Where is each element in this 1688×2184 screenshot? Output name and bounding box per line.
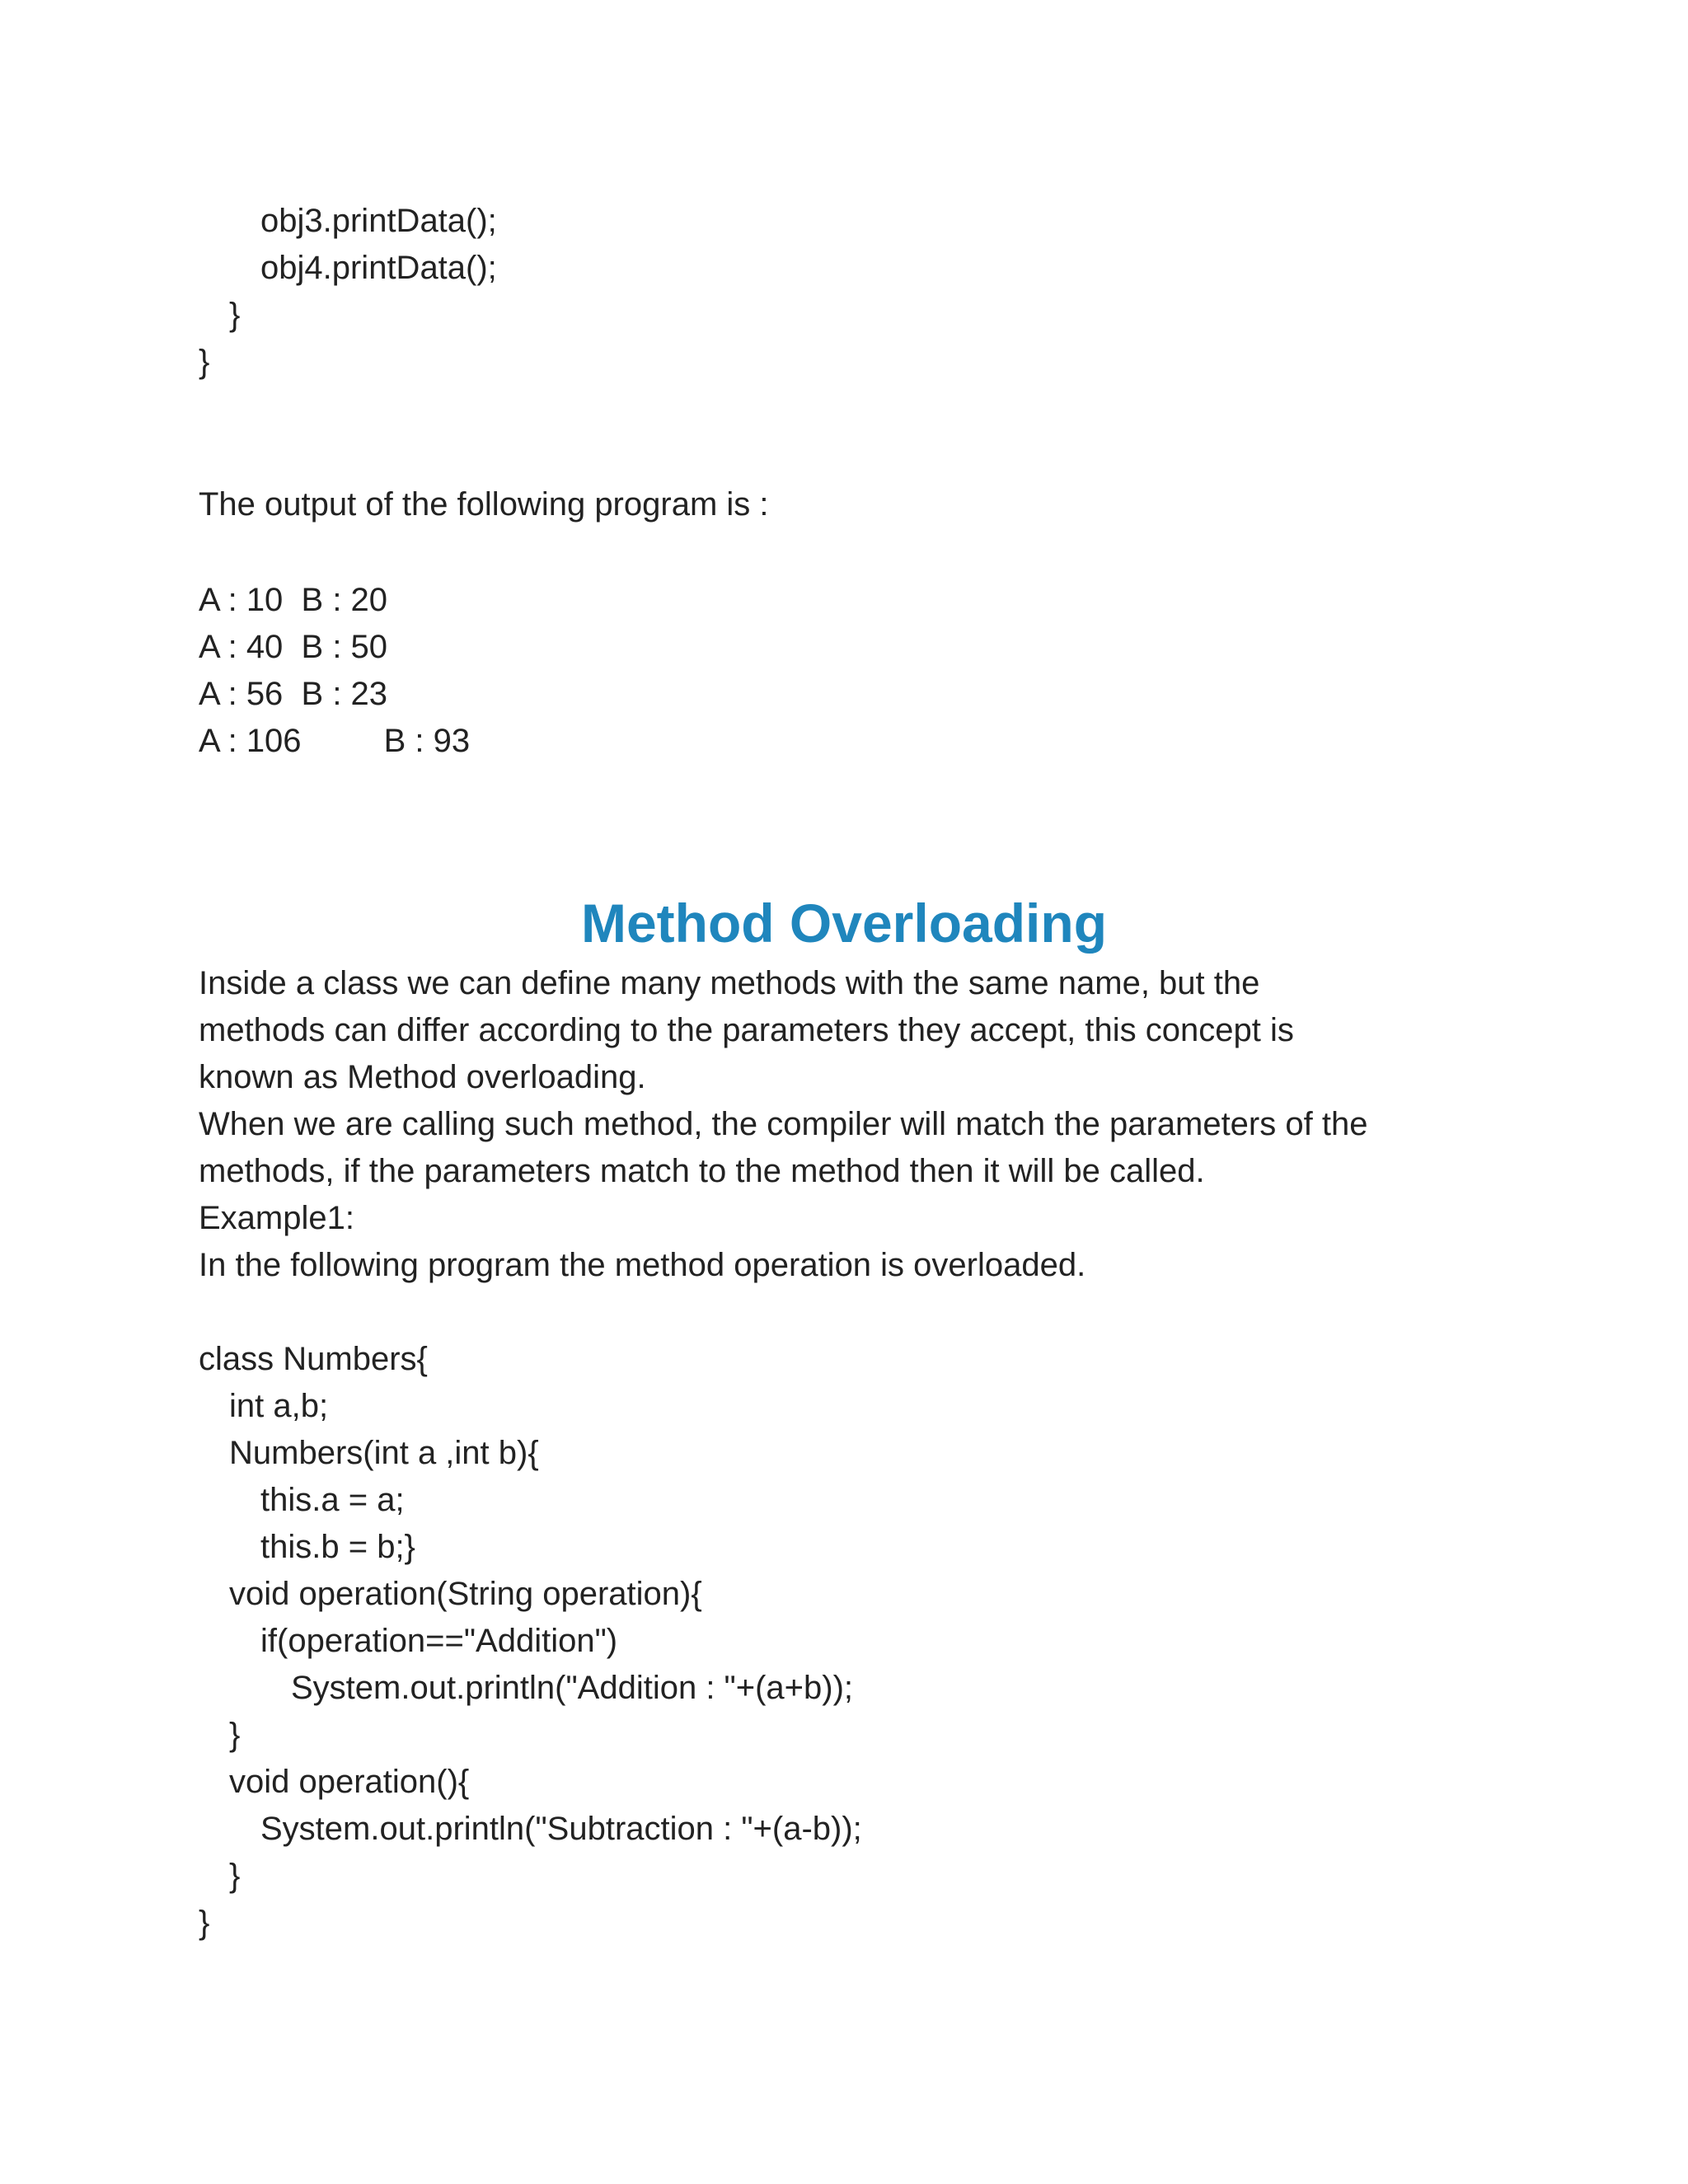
code-line: this.a = a; <box>260 1482 405 1518</box>
paragraph-line: Inside a class we can define many methods with the same name, but the <box>199 965 1260 1001</box>
output-intro: The output of the following program is : <box>199 486 769 523</box>
code-line: if(operation=="Addition") <box>260 1623 618 1659</box>
code-line: } <box>199 1905 210 1941</box>
paragraph-line: In the following program the method operation is overloaded. <box>199 1247 1086 1283</box>
code-line: obj4.printData(); <box>260 250 497 286</box>
code-line: } <box>229 297 241 333</box>
paragraph-line: Example1: <box>199 1200 354 1236</box>
paragraph-line: When we are calling such method, the compiler will match the parameters of the <box>199 1106 1368 1142</box>
code-line: void operation(){ <box>229 1764 470 1800</box>
code-line: System.out.println("Subtraction : "+(a-b)); <box>260 1811 862 1847</box>
code-line: Numbers(int a ,int b){ <box>229 1435 539 1471</box>
output-row: A : 106 B : 93 <box>199 723 471 759</box>
code-line: obj3.printData(); <box>260 203 497 239</box>
code-line: } <box>199 344 210 380</box>
paragraph-line: known as Method overloading. <box>199 1059 646 1095</box>
code-line: System.out.println("Addition : "+(a+b)); <box>291 1670 854 1706</box>
section-heading: Method Overloading <box>580 893 1108 954</box>
code-line: this.b = b;} <box>260 1529 415 1565</box>
code-line: void operation(String operation){ <box>229 1576 702 1612</box>
code-line: int a,b; <box>229 1388 329 1424</box>
code-line: } <box>229 1717 241 1753</box>
paragraph-line: methods can differ according to the parameters they accept, this concept is <box>199 1012 1294 1048</box>
code-line: class Numbers{ <box>199 1341 428 1377</box>
output-row: A : 10 B : 20 <box>199 582 388 618</box>
code-line: } <box>229 1858 241 1894</box>
paragraph-line: methods, if the parameters match to the method then it will be called. <box>199 1153 1205 1189</box>
output-row: A : 56 B : 23 <box>199 676 388 712</box>
output-row: A : 40 B : 50 <box>199 629 388 665</box>
